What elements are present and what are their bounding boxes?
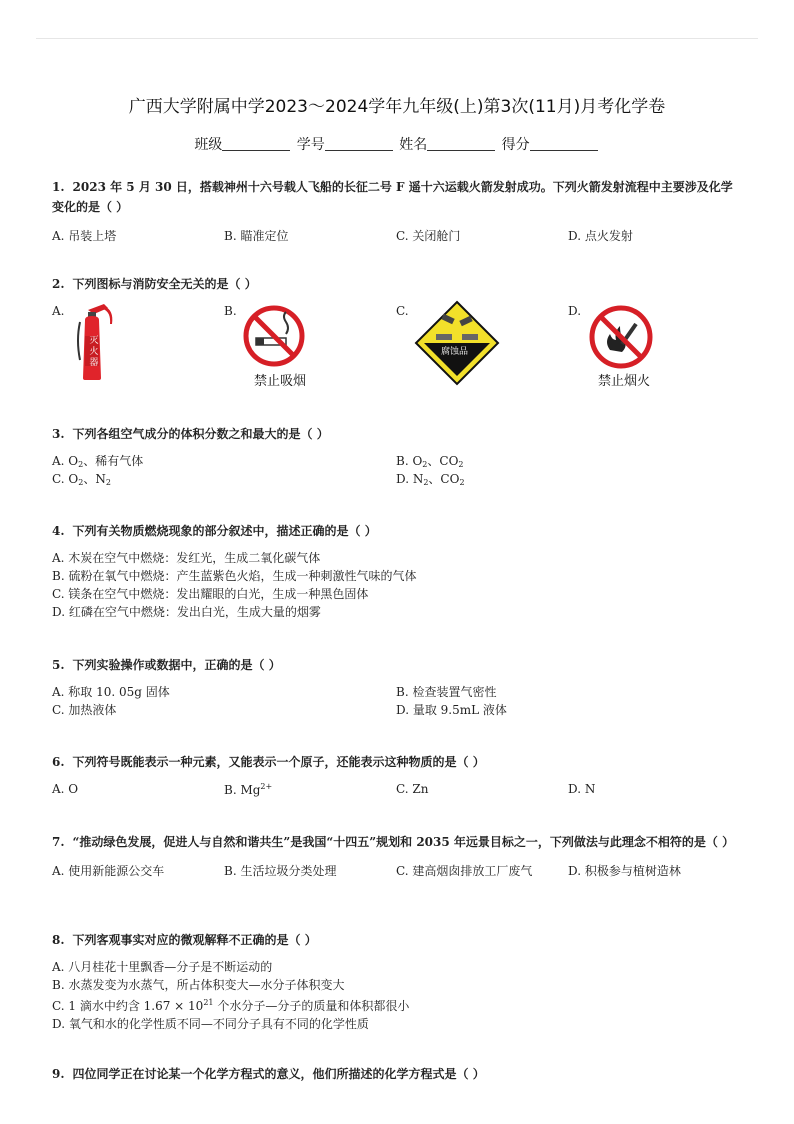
student-info-line xyxy=(0,134,794,154)
question-5 xyxy=(52,655,742,719)
option-d[interactable]: D. 点火发射 xyxy=(568,229,633,243)
question-8 xyxy=(52,930,742,1033)
subscript: 2 xyxy=(78,478,84,487)
question-number: 3. xyxy=(52,427,65,441)
option-b[interactable]: B. 硫粉在氧气中燃烧：产生蓝紫色火焰，生成一种刺激性气味的气体 xyxy=(52,569,417,583)
option-b[interactable]: B. 瞄准定位 xyxy=(224,229,289,243)
option-a[interactable]: A. 称取 10. 05g 固体 xyxy=(52,685,170,699)
question-number: 7. xyxy=(52,835,65,849)
question-7 xyxy=(52,832,742,880)
corrosive-label: 腐蚀品 xyxy=(441,347,469,357)
options xyxy=(52,958,742,1033)
options xyxy=(52,683,742,719)
option-d[interactable]: D. xyxy=(568,304,582,318)
subscript: 2 xyxy=(458,460,464,469)
no-fire-caption: 禁止烟火 xyxy=(598,374,651,389)
options xyxy=(52,549,742,621)
name-blank xyxy=(427,136,495,151)
class-blank xyxy=(222,136,290,151)
question-stem xyxy=(52,1064,742,1084)
option-b[interactable] xyxy=(224,782,272,797)
option-b[interactable]: B. 生活垃圾分类处理 xyxy=(224,864,337,878)
question-6 xyxy=(52,752,742,800)
option-text: 、CO xyxy=(427,454,459,468)
option-c[interactable]: C. 关闭舱门 xyxy=(396,229,461,243)
question-stem xyxy=(52,655,742,675)
option-d[interactable]: D. 红磷在空气中燃烧：发出白光，生成大量的烟雾 xyxy=(52,605,321,619)
question-number: 9. xyxy=(52,1067,65,1081)
option-c[interactable]: C. Zn xyxy=(396,782,429,796)
option-text: A. O xyxy=(52,454,79,468)
option-b[interactable]: B. 检查装置气密性 xyxy=(396,685,497,699)
question-text: “推动绿色发展，促进人与自然和谐共生”是我国“十四五”规划和 2035 年远景目标之一，下列做法与此理念不相符的是（ ） xyxy=(72,835,735,849)
option-a[interactable] xyxy=(52,452,143,469)
option-c[interactable]: C. xyxy=(396,304,409,318)
option-text: C. 1 滴水中约含 1.67 × 10 xyxy=(52,999,204,1013)
no-smoking-caption: 禁止吸烟 xyxy=(254,374,307,389)
superscript: 2+ xyxy=(260,782,273,791)
question-stem xyxy=(52,752,742,772)
question-3 xyxy=(52,424,742,488)
option-b[interactable] xyxy=(396,452,464,469)
class-label: 班级 xyxy=(194,137,223,153)
question-stem xyxy=(52,930,742,950)
option-text: C. O xyxy=(52,472,79,486)
option-text: 、稀有气体 xyxy=(83,454,144,468)
option-text: 个水分子—分子的质量和体积都很小 xyxy=(213,999,410,1013)
question-number: 6. xyxy=(52,755,65,769)
question-number: 8. xyxy=(52,933,65,947)
options xyxy=(52,227,742,245)
subscript: 2 xyxy=(423,478,429,487)
question-text: 下列有关物质燃烧现象的部分叙述中，描述正确的是（ ） xyxy=(72,524,377,538)
no-smoking-icon xyxy=(242,304,306,368)
option-text: 、N xyxy=(83,472,106,486)
question-9 xyxy=(52,1064,742,1084)
page-title: 广西大学附属中学2023～2024学年九年级(上)第3次(11月)月考化学卷 xyxy=(128,97,666,117)
question-stem xyxy=(52,832,742,852)
option-c[interactable]: C. 加热液体 xyxy=(52,703,117,717)
question-number: 4. xyxy=(52,524,65,538)
question-text: 四位同学正在讨论某一个化学方程式的意义，他们所描述的化学方程式是（ ） xyxy=(72,1067,485,1081)
option-c[interactable]: C. 镁条在空气中燃烧：发出耀眼的白光，生成一种黑色固体 xyxy=(52,587,369,601)
extinguisher-label: 灭火器 xyxy=(89,336,99,368)
option-d[interactable] xyxy=(396,470,465,487)
option-b[interactable]: B. 水蒸发变为水蒸气，所占体积变大—水分子体积变大 xyxy=(52,978,345,992)
option-a[interactable]: A. 八月桂花十里飘香—分子是不断运动的 xyxy=(52,960,273,974)
question-text: 2023 年 5 月 30 日，搭载神州十六号载人飞船的长征二号 F 遥十六运载火箭发射成功。下列火箭发射流程中主要涉及化学变化的是（ ） xyxy=(52,180,733,214)
subscript: 2 xyxy=(422,460,428,469)
score-label: 得分 xyxy=(501,137,530,153)
option-text: B. Mg xyxy=(224,783,261,797)
id-label: 学号 xyxy=(296,137,325,153)
question-text: 下列各组空气成分的体积分数之和最大的是（ ） xyxy=(72,427,329,441)
option-d[interactable]: D. 氧气和水的化学性质不同—不同分子具有不同的化学性质 xyxy=(52,1017,369,1031)
option-c[interactable] xyxy=(52,994,742,1015)
options xyxy=(52,862,742,880)
subscript: 2 xyxy=(78,460,84,469)
question-number: 2. xyxy=(52,277,65,291)
question-number: 1. xyxy=(52,180,65,194)
question-stem xyxy=(52,274,742,294)
option-text: 、CO xyxy=(428,472,460,486)
question-2 xyxy=(52,274,742,394)
options xyxy=(52,452,742,488)
option-b[interactable]: B. xyxy=(224,304,237,318)
option-text: D. N xyxy=(396,472,424,486)
question-4 xyxy=(52,521,742,621)
option-a[interactable]: A. 木炭在空气中燃烧：发红光，生成二氧化碳气体 xyxy=(52,551,321,565)
score-blank xyxy=(530,136,598,151)
option-c[interactable] xyxy=(52,470,111,487)
option-d[interactable]: D. 量取 9.5mL 液体 xyxy=(396,703,507,717)
question-1 xyxy=(52,177,742,245)
top-divider xyxy=(36,38,758,39)
name-label: 姓名 xyxy=(399,137,428,153)
option-a[interactable]: A. 吊装上塔 xyxy=(52,229,117,243)
option-c[interactable]: C. 建高烟囱排放工厂废气 xyxy=(396,864,533,878)
question-stem xyxy=(52,177,742,217)
subscript: 2 xyxy=(459,478,465,487)
id-blank xyxy=(325,136,393,151)
question-text: 下列图标与消防安全无关的是（ ） xyxy=(72,277,257,291)
option-a[interactable]: A. O xyxy=(52,782,79,796)
options xyxy=(52,782,742,800)
question-stem xyxy=(52,521,742,541)
option-a[interactable]: A. xyxy=(52,304,65,318)
option-a[interactable]: A. 使用新能源公交车 xyxy=(52,864,165,878)
superscript: 21 xyxy=(203,998,214,1007)
no-fire-icon xyxy=(588,304,654,370)
option-text: B. O xyxy=(396,454,423,468)
question-text: 下列实验操作或数据中，正确的是（ ） xyxy=(72,658,281,672)
option-d[interactable]: D. N xyxy=(568,782,596,796)
question-stem xyxy=(52,424,742,444)
corrosive-icon xyxy=(414,300,500,386)
question-text: 下列客观事实对应的微观解释不正确的是（ ） xyxy=(72,933,317,947)
option-d[interactable]: D. 积极参与植树造林 xyxy=(568,864,681,878)
question-number: 5. xyxy=(52,658,65,672)
question-text: 下列符号既能表示一种元素，又能表示一个原子，还能表示这种物质的是（ ） xyxy=(72,755,485,769)
subscript: 2 xyxy=(105,478,111,487)
